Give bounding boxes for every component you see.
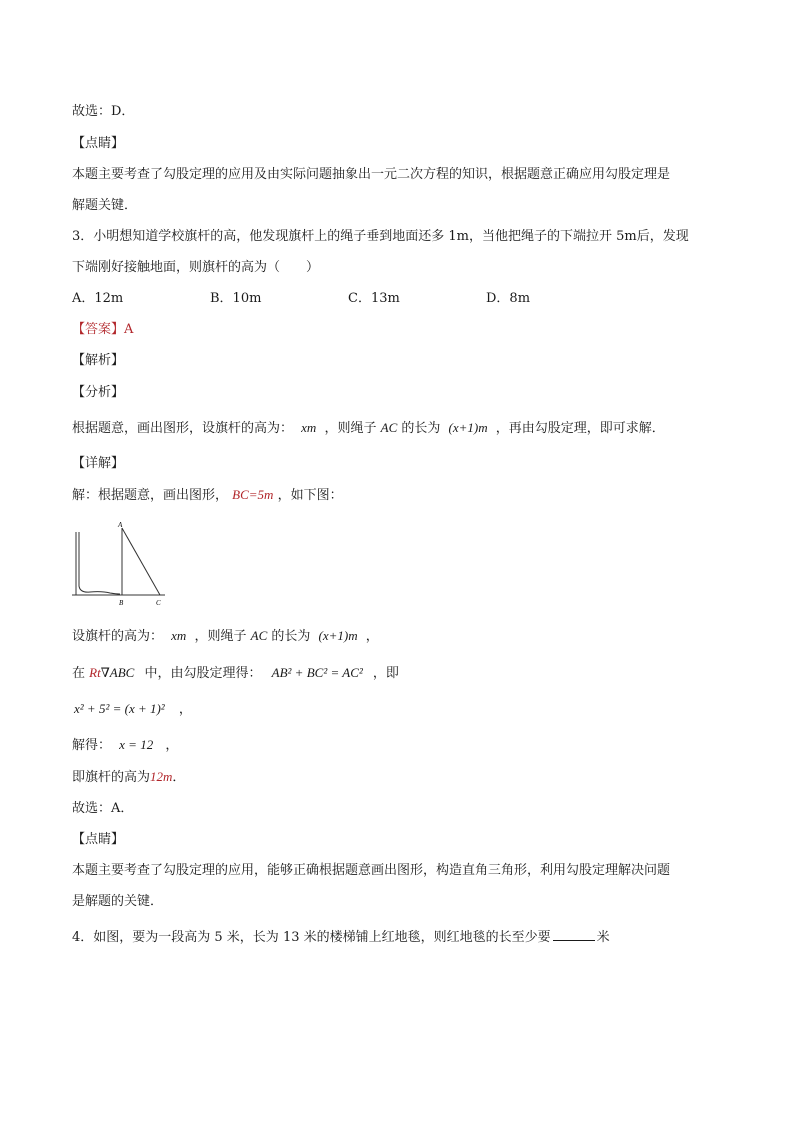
detail-line xyxy=(72,485,343,506)
answer-choice-a: 故选：A． xyxy=(72,801,134,816)
solve-text: 解得： xyxy=(72,738,112,753)
result-line xyxy=(72,767,185,788)
section-xiangjie: 【详解】 xyxy=(72,456,125,471)
result-text: 即旗杆的高为 xyxy=(72,770,151,785)
option-d: D．8m xyxy=(486,291,531,306)
main-equation: x² + 5² = (x + 1)² xyxy=(74,701,165,716)
rt-triangle: ∇ABC xyxy=(100,665,135,680)
result-tail: ． xyxy=(172,770,186,785)
result-value: 12m xyxy=(150,769,173,784)
question-4-line xyxy=(72,926,610,948)
figure-label-a: A xyxy=(118,521,123,529)
section-dianjing-2: 【点睛】 xyxy=(72,832,125,847)
analysis-xm: xm xyxy=(301,420,317,435)
analysis-line xyxy=(72,418,665,439)
question-4-unit: 米 xyxy=(596,930,610,945)
analysis-text-1: 根据题意，画出图形，设旗杆的高为： xyxy=(72,421,294,436)
set-xm: xm xyxy=(171,628,187,643)
set-text-1: 设旗杆的高为： xyxy=(72,629,164,644)
rt-text-3: ，即 xyxy=(372,666,399,681)
option-c: C．13m xyxy=(348,291,400,306)
rt-text-2: 中，由勾股定理得： xyxy=(144,666,262,681)
figure-label-c: C xyxy=(156,599,161,607)
solve-line xyxy=(72,735,178,756)
equation-line xyxy=(74,699,192,720)
rt-symbol: Rt xyxy=(89,665,101,680)
option-a: A．12m xyxy=(72,291,124,306)
analysis-xplus1m: (x+1)m xyxy=(448,420,488,435)
question-4-text: 4．如图，要为一段高为 5 米，长为 13 米的楼梯铺上红地毯，则红地毯的长至少要 xyxy=(72,930,551,945)
comment-line-1: 本题主要考查了勾股定理的应用及由实际问题抽象出一元二次方程的知识，根据题意正确应用勾股定理是 xyxy=(72,167,671,182)
question-3-line-2: 下端刚好接触地面，则旗杆的高为（ ） xyxy=(72,260,320,275)
answer-choice-d: 故选：D． xyxy=(72,104,135,119)
pythagoras-equation: AB² + BC² = AC² xyxy=(271,665,363,680)
flagpole-triangle-figure xyxy=(70,520,170,612)
solve-tail: ， xyxy=(165,738,179,753)
section-jiexi: 【解析】 xyxy=(72,353,125,368)
question-3-line-1: 3．小明想知道学校旗杆的高，他发现旗杆上的绳子垂到地面还多 1m，当他把绳子的下端拉开 5m后，发现 xyxy=(72,229,689,244)
figure-label-b: B xyxy=(119,599,124,607)
option-b: B．10m xyxy=(210,291,262,306)
detail-text-1: 解：根据题意，画出图形， xyxy=(72,488,229,503)
rt-text-1: 在 xyxy=(72,666,86,681)
analysis-ac: AC xyxy=(380,420,398,435)
solve-equation: x = 12 xyxy=(119,737,154,752)
pythagoras-line xyxy=(72,663,399,684)
comment-line-2: 解题关键． xyxy=(72,198,138,213)
set-xplus1m: (x+1)m xyxy=(318,628,358,643)
detail-text-2: ，如下图： xyxy=(277,488,343,503)
summary-line-2: 是解题的关键． xyxy=(72,894,164,909)
detail-bc: BC=5m xyxy=(232,487,274,502)
analysis-text-3: 的长为 xyxy=(401,421,441,436)
section-fenxi: 【分析】 xyxy=(72,385,125,400)
analysis-text-2: ，则绳子 xyxy=(324,421,377,436)
set-ac: AC xyxy=(250,628,268,643)
section-dianjing: 【点睛】 xyxy=(72,136,125,151)
set-text-2: ，则绳子 xyxy=(194,629,247,644)
set-text-4: ， xyxy=(365,629,379,644)
answer-blank[interactable] xyxy=(553,926,595,941)
set-text-3: 的长为 xyxy=(271,629,311,644)
answer-label: 【答案】A xyxy=(72,322,134,337)
equation-tail: ， xyxy=(178,702,192,717)
set-height-line xyxy=(72,626,379,647)
analysis-text-4: ，再由勾股定理，即可求解． xyxy=(495,421,665,436)
summary-line-1: 本题主要考查了勾股定理的应用，能够正确根据题意画出图形，构造直角三角形，利用勾股定理解决问题 xyxy=(72,863,671,878)
